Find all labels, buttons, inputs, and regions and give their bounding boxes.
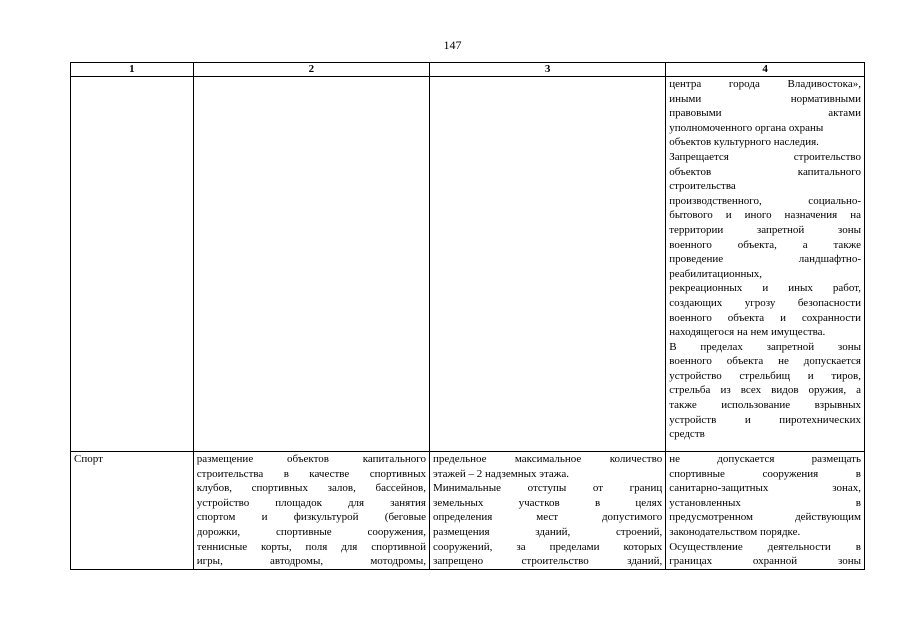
text-line: спортом и физкультурой (беговые: [196, 511, 426, 524]
text-line: определения мест допустимого: [433, 511, 663, 524]
text-line: законодательством порядке.: [669, 525, 801, 538]
text-line: территории запретной зоны: [669, 223, 861, 236]
text-line: объектов культурного наследия.: [669, 136, 819, 149]
text-line: средств: [669, 428, 705, 441]
text-line: размещение объектов капитального: [196, 453, 426, 465]
text-line: военного объекта не допускается: [669, 355, 861, 368]
regulations-table: [70, 62, 865, 570]
text-line: также использование взрывных: [669, 399, 861, 412]
header-col-2: 2: [193, 63, 429, 77]
text-line: правовыми актами: [669, 107, 861, 120]
text-line: В пределах запретной зоны: [669, 340, 861, 353]
text-line: этажей – 2 надземных этажа.: [433, 467, 570, 480]
row2-col2-text: [197, 452, 426, 569]
page-number: 147: [443, 38, 462, 52]
row2-col4: [666, 452, 865, 570]
header-col-1: 1: [71, 63, 194, 77]
text-line: иными нормативными: [669, 92, 861, 105]
text-line: клубов, спортивных залов, бассейнов,: [196, 482, 426, 495]
text-line: реабилитационных,: [669, 267, 762, 280]
text-line: строительства в качестве спортивных: [196, 467, 426, 480]
text-line: установленных в: [669, 496, 861, 509]
text-line: границах охранной зоны: [669, 555, 861, 568]
text-line: Минимальные отступы от границ: [433, 482, 663, 495]
text-line: центра города Владивостока»,: [669, 78, 861, 90]
text-line: объектов капитального: [669, 165, 861, 178]
text-line: не допускается размещать: [669, 453, 861, 465]
text-line: устройство стрельбищ и тиров,: [669, 369, 861, 382]
text-line: устройство площадок для занятия: [196, 496, 426, 509]
text-line: уполномоченного органа охраны: [669, 121, 824, 134]
text-line: игры, автодромы, мотодромы,: [196, 555, 426, 568]
text-line: теннисные корты, поля для спортивной: [196, 540, 426, 553]
row1-col2: [193, 77, 429, 452]
row2-col3: [430, 452, 666, 570]
row1-col3: [430, 77, 666, 452]
text-line: находящегося на нем имущества.: [669, 326, 826, 339]
text-line: стрельба из всех видов оружия, а: [669, 384, 861, 397]
row2-col1: Спорт: [71, 452, 194, 570]
header-col-4: 4: [666, 63, 865, 77]
table-header-row: [71, 63, 865, 77]
text-line: военного объекта и сохранности: [669, 311, 861, 324]
row1-col1: [71, 77, 194, 452]
text-line: Осуществление деятельности в: [669, 540, 861, 553]
text-line: производственного, социально-: [669, 194, 861, 207]
table-row: [71, 77, 865, 452]
text-line: запрещено строительство зданий,: [433, 555, 663, 568]
text-line: устройств и пиротехнических: [669, 413, 861, 426]
text-line: строительства: [669, 180, 736, 193]
text-line: проведение ландшафтно-: [669, 253, 861, 266]
text-line: санитарно-защитных зонах,: [669, 482, 861, 495]
table-row: [71, 452, 865, 570]
text-line: создающих угрозу безопасности: [669, 296, 861, 309]
text-line: земельных участков в целях: [433, 496, 663, 509]
row2-col3-text: [433, 452, 662, 569]
row1-col4: [666, 77, 865, 452]
text-line: Запрещается строительство: [669, 150, 861, 163]
text-line: военного объекта, а также: [669, 238, 861, 251]
text-line: дорожки, спортивные сооружения,: [196, 525, 426, 538]
text-line: предельное максимальное количество: [433, 453, 663, 465]
row2-col2: [193, 452, 429, 570]
text-line: рекреационных и иных работ,: [669, 282, 861, 295]
text-line: бытового и иного назначения на: [669, 209, 861, 222]
text-line: сооружений, за пределами которых: [433, 540, 663, 553]
text-line: предусмотренном действующим: [669, 511, 861, 524]
row1-col4-text: [669, 77, 861, 442]
row2-col4-text: [669, 452, 861, 569]
text-line: спортивные сооружения в: [669, 467, 861, 480]
text-line: размещения зданий, строений,: [433, 525, 663, 538]
header-col-3: 3: [430, 63, 666, 77]
